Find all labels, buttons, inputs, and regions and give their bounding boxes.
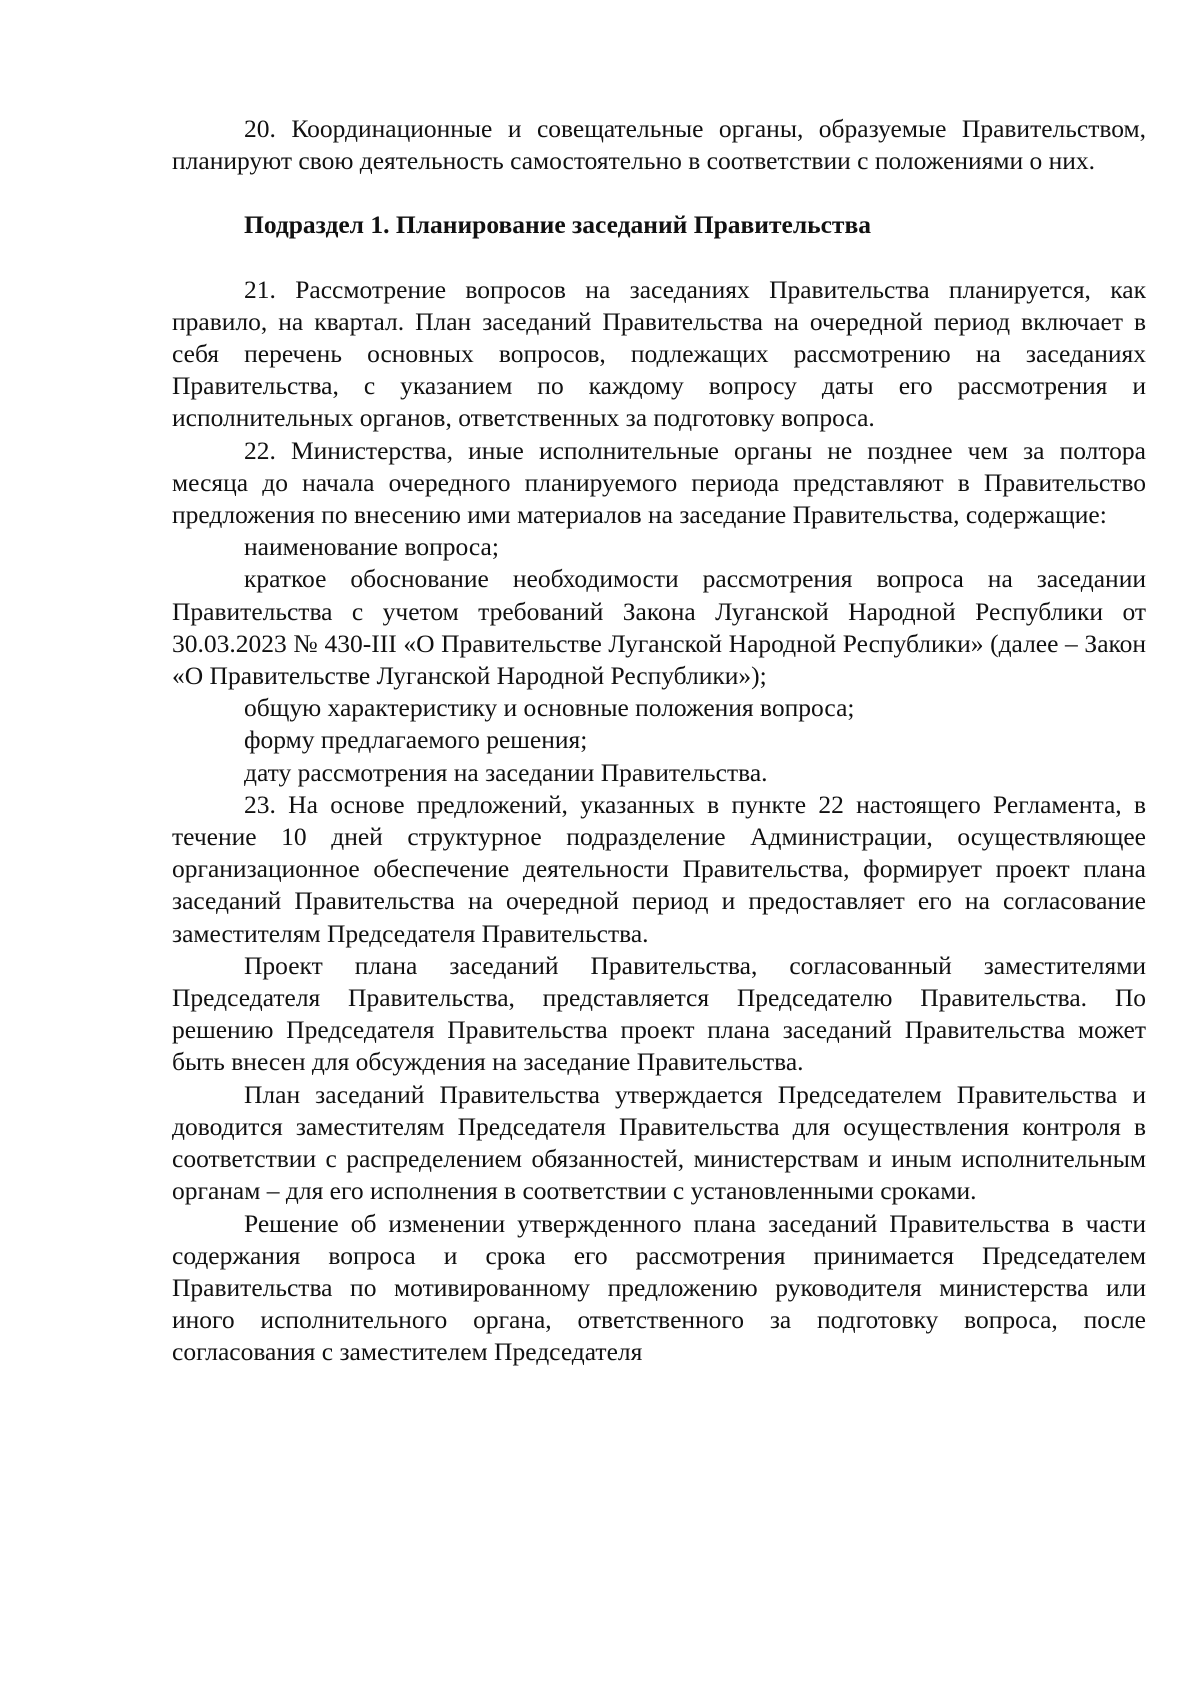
paragraph-23-part-c: Решение об изменении утвержденного плана заседаний Правительства в части содержания вопроса и срока его рассмотрения принимается Председателем Правительства по мотивированному предложению руководителя министерства или иного исполнительного органа, ответственного за подготовку вопроса, после согласования с заместителем Председателя (172, 1208, 1146, 1367)
paragraph-22-item-1: наименование вопроса; (244, 532, 499, 562)
paragraph-23: 23. На основе предложений, указанных в пункте 22 настоящего Регламента, в течение 10 дней структурное подразделение Администрации, осуществляющее организационное обеспечение деятельности Правительства, формирует проект плана заседаний Правительства на очередной период и предоставляет его на согласование заместителям Председателя Правительства. (172, 789, 1146, 948)
paragraph-22: 22. Министерства, иные исполнительные органы не позднее чем за полтора месяца до начала очередного планируемого периода представляют в Правительство предложения по внесению ими материалов на заседание Правительства, содержащие: (172, 435, 1146, 530)
spacer (172, 177, 1146, 209)
spacer (172, 242, 1146, 274)
paragraph-22-item-3: общую характеристику и основные положения вопроса; (244, 693, 855, 723)
document-body (172, 113, 1146, 1369)
paragraph-21: 21. Рассмотрение вопросов на заседаниях Правительства планируется, как правило, на квартал. План заседаний Правительства на очередной период включает в себя перечень основных вопросов, подлежащих рассмотрению на заседаниях Правительства, с указанием по каждому вопросу даты его рассмотрения и исполнительных органов, ответственных за подготовку вопроса. (172, 274, 1146, 433)
paragraph-22-item-4: форму предлагаемого решения; (244, 725, 588, 755)
paragraph-22-item-5: дату рассмотрения на заседании Правительства. (244, 757, 768, 787)
paragraph-23-part-b: План заседаний Правительства утверждается Председателем Правительства и доводится заместителям Председателя Правительства для осуществления контроля в соответствии с распределением обязанностей, министерствам и иным исполнительным органам – для его исполнения в соответствии с установленными сроками. (172, 1079, 1146, 1206)
paragraph-23-part-a: Проект плана заседаний Правительства, согласованный заместителями Председателя Правительства, представляется Председателю Правительства. По решению Председателя Правительства проект плана заседаний Правительства может быть внесен для обсуждения на заседание Правительства. (172, 950, 1146, 1077)
paragraph-22-item-2: краткое обоснование необходимости рассмотрения вопроса на заседании Правительства с учетом требований Закона Луганской Народной Республики от 30.03.2023 № 430-III «О Правительстве Луганской Народной Республики» (далее – Закон «О Правительстве Луганской Народной Республики»); (172, 564, 1146, 691)
paragraph-20: 20. Координационные и совещательные органы, образуемые Правительством, планируют свою деятельность самостоятельно в соответствии с положениями о них. (172, 114, 1146, 176)
subsection-heading: Подраздел 1. Планирование заседаний Правительства (244, 210, 871, 240)
